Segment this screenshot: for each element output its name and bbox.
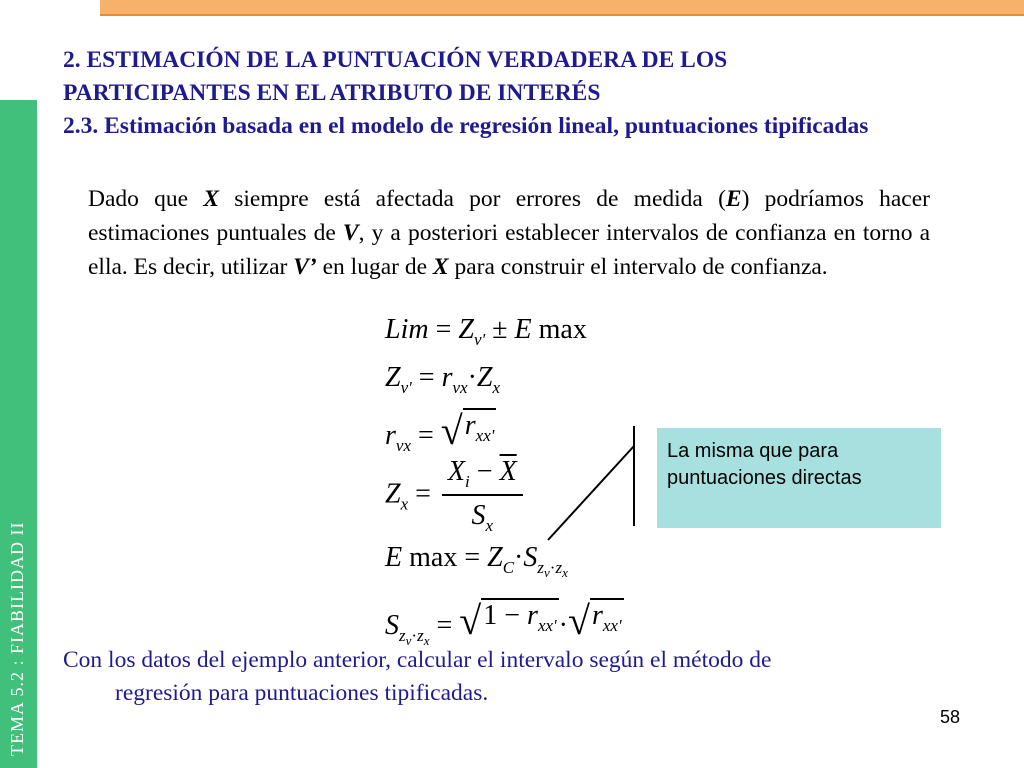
formula-s: $S_{z_v\cdot z_x}$ = √ $1 - r_{xx'}$ · √ $r_{xx'}$ <box>385 598 622 648</box>
body-var: V’ <box>293 254 317 280</box>
body-var: X <box>203 186 220 212</box>
body-var: E <box>725 186 742 212</box>
exercise-line-1: Con los datos del ejemplo anterior, calcular el intervalo según el método de <box>63 647 772 673</box>
callout-box: La misma que para puntuaciones directas <box>657 428 941 528</box>
body-var: X <box>432 254 449 280</box>
exercise-text <box>63 644 961 710</box>
exercise-line-2: regresión para puntuaciones tipificadas. <box>115 680 489 706</box>
title-line-1: 2. ESTIMACIÓN DE LA PUNTUACIÓN VERDADERA DE LOS <box>63 47 728 73</box>
body-text: para construir el intervalo de confianza. <box>448 254 828 280</box>
body-text: ) podríamos hacer estimaciones puntuales de <box>88 186 930 246</box>
body-text: Dado que <box>88 186 204 212</box>
subtitle: 2.3. Estimación basada en el modelo de regresión lineal, puntuaciones tipificadas <box>63 113 869 139</box>
formula-emax: E $\max = Z_C\cdot S_{z_v\cdot z_x}$ <box>385 542 568 580</box>
formula-zx: $Z_x$ = $\frac{X_i - \overline{X}}{S_x}$ <box>385 456 527 536</box>
body-text: , y a posteriori establecer intervalos de confianza en torno a ella. Es decir, utilizar <box>88 220 931 280</box>
body-text: en lugar de <box>316 254 433 280</box>
side-label: TEMA 5.2 : FIABILIDAD II <box>7 521 27 756</box>
formula-lim: Lim = $Z_{v'} \pm E$ max <box>385 314 587 349</box>
body-var: V <box>342 220 359 246</box>
connector-diagonal <box>548 446 634 540</box>
formula-zv: $Z_{v'} = r_{vx}\cdot Z_x$ <box>385 362 501 397</box>
body-text: siempre está afectada por errores de medida ( <box>219 186 726 212</box>
page-number: 58 <box>940 707 961 727</box>
title-line-2: PARTICIPANTES EN EL ATRIBUTO DE INTERÉS <box>63 80 601 106</box>
formula-rvx: $r_{vx}$ = √ $r_{xx'}$ <box>385 408 495 455</box>
